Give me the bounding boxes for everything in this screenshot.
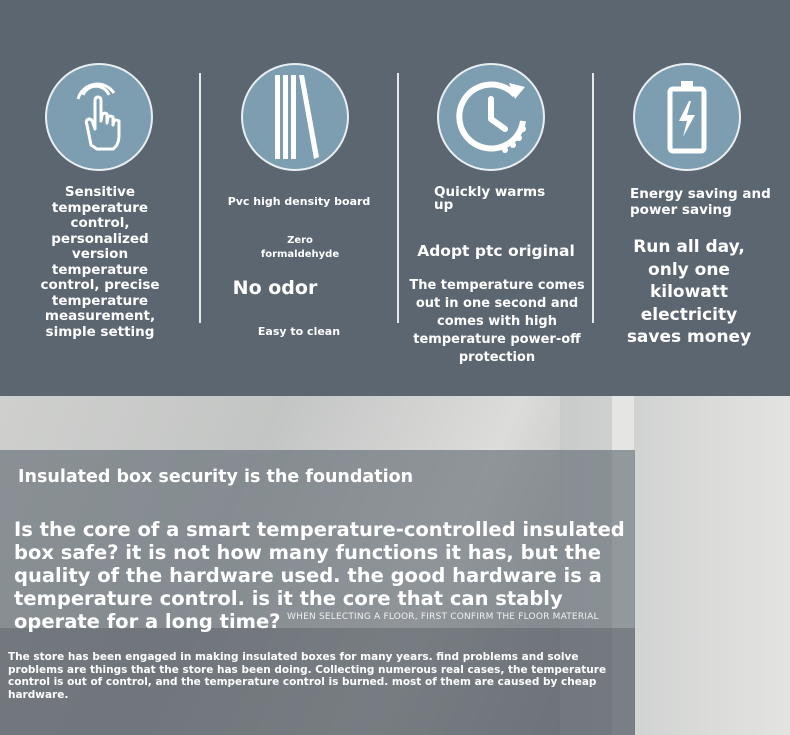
section-heading: Insulated box security is the foundation bbox=[18, 467, 414, 487]
section-question: Is the core of a smart temperature-controlled insulated box safe? it is not how many functions it has, but the quality of the hardware used. the good hardware is a temperature control. is it the core that can stably operate for a long time? bbox=[14, 518, 625, 633]
feature-2-title: Pvc high density board bbox=[227, 195, 371, 208]
divider bbox=[592, 73, 594, 323]
section-paragraph: The store has been engaged in making insulated boxes for many years. find problems and solve problems are things that the store has been doing. Collecting numerous real cases, the temperature control is out of control, and the temperature control is burned. most of them are caused by cheap hardware. bbox=[8, 651, 607, 701]
touch-hand-icon bbox=[45, 63, 153, 171]
feature-3-title: Quickly warms up bbox=[434, 184, 546, 213]
feature-2-sub2: Easy to clean bbox=[257, 325, 341, 338]
feature-2-sub1: Zero formaldehyde bbox=[260, 235, 340, 260]
feature-4-title: Energy saving and power saving bbox=[630, 186, 771, 218]
feature-2-big: No odor bbox=[232, 277, 318, 299]
feature-4-big: Run all day, only one kilowatt electricity saves money bbox=[626, 237, 752, 347]
feature-1-title: Sensitive temperature control, personalized version temperature control, precise temperature measurement, simple setting bbox=[40, 184, 160, 340]
divider bbox=[397, 73, 399, 323]
divider bbox=[199, 73, 201, 323]
section-caption: WHEN SELECTING A FLOOR, FIRST CONFIRM THE FLOOR MATERIAL bbox=[287, 612, 599, 622]
battery-charge-icon bbox=[633, 63, 741, 171]
feature-3-big: Adopt ptc original bbox=[417, 242, 575, 260]
feature-3-desc: The temperature comes out in one second and comes with high temperature power-off protection bbox=[409, 278, 585, 365]
clock-refresh-icon bbox=[437, 63, 545, 171]
board-panels-icon bbox=[241, 63, 349, 171]
